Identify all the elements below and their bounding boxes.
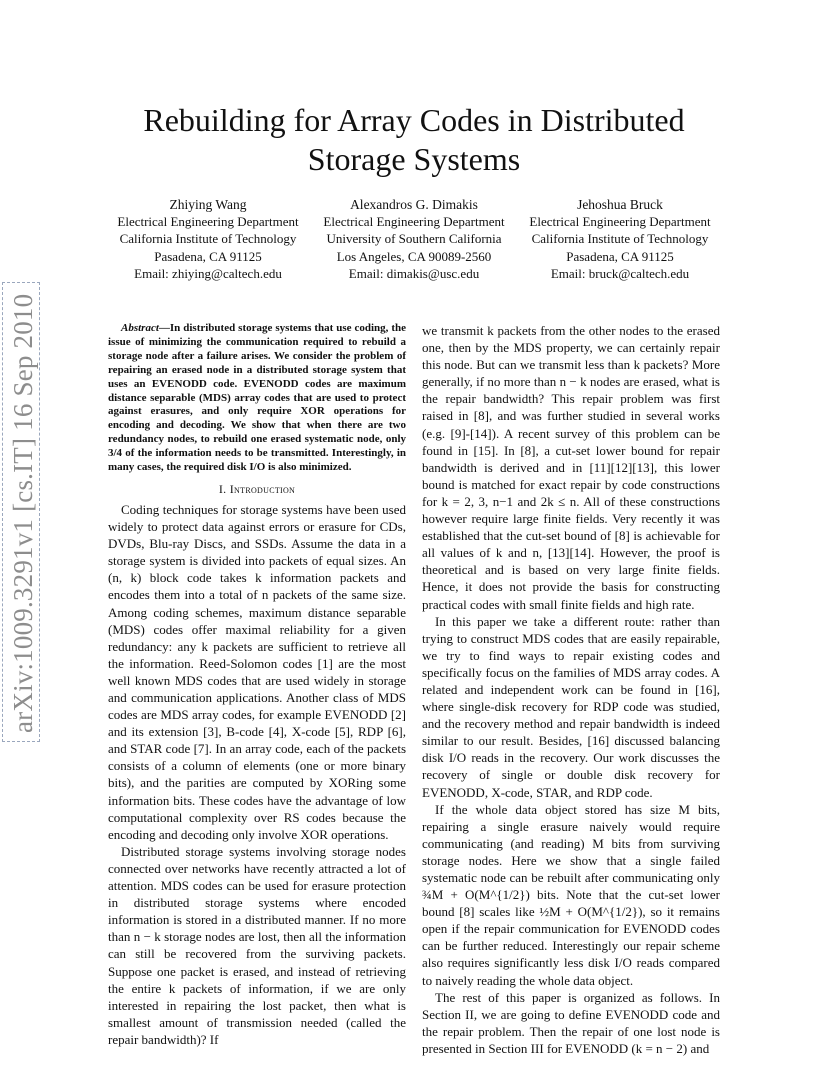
right-paragraph-2: In this paper we take a different route: rather than trying to construct MDS codes that are easily repairable, we try to find ways to repair existing codes and specifically focus on the families of MDS array codes. A related and independent work can be found in [16], where single-disk recovery for RDP code was studied, and the recovery method and repair bandwidth is indeed similar to our result. Besides, [16] discussed balancing disk I/O reads in the recovery. Our work discusses the recovery of single or double disk recovery for EVENODD, X-code, STAR, and RDP code.: [422, 613, 720, 800]
author-block-1: [110, 196, 306, 282]
right-paragraph-1: we transmit k packets from the other nodes to the erased one, then by the MDS property, we can certainly repair this node. But can we transmit less than k packets? More generally, if no more than n − k nodes are erased, what is the repair bandwidth? This repair problem was first raised in [8], and was further studied in several works (e.g. [9]-[14]). A recent survey of this problem can be found in [15]. In [8], a cut-set lower bound for repair bandwidth is derived and in [11][12][13], this lower bound is matched for exact repair by code constructions for k = 2, 3, n−1 and 2k ≤ n. All of these constructions however require large finite fields. Very recently it was established that the cut-set bound of [8] is achievable for all values of k and n, [13][14]. However, the proof is theoretical and is based on very large finite fields. Hence, it does not provide the basis for constructing practical codes with small finite fields and high rate.: [422, 323, 720, 612]
right-paragraph-3: If the whole data object stored has size M bits, repairing a single erasure naively would require communicating (and reading) M bits from surviving storage nodes. Here we show that a single failed systematic node can be rebuilt after communicating only ¾M + O(M^{1/2}) bits. Note that the cut-set lower bound [8] scales like ½M + O(M^{1/2}), so it remains open if the repair communication for EVENODD codes can be further reduced. Interestingly our repair scheme also requires significantly less disk I/O reads compared to naively reading the whole data object.: [422, 801, 720, 988]
left-paragraph-1: Coding techniques for storage systems have been used widely to protect data against errors or erasure for CDs, DVDs, Blu-ray Discs, and SSDs. Assume the data in a storage system is divided into packets of equal sizes. An (n, k) block code takes k information packets and encodes them into a total of n packets of the same size. Among coding schemes, maximum distance separable (MDS) codes offer maximal reliability for a given redundancy: any k packets are sufficient to retrieve all the information. Reed-Solomon codes [1] are the most well known MDS codes that are used widely in storage and communication applications. Another class of MDS codes are MDS array codes, for example EVENODD [2] and its extension [3], B-code [4], X-code [5], RDP [6], and STAR code [7]. In an array code, each of the packets consists of a column of elements (one or more binary bits), and the parities are computed by XORing some information bits. These codes have the advantage of low computational complexity over RS codes because the encoding and decoding only involve XOR operations.: [108, 501, 406, 842]
author-inst: California Institute of Technology: [119, 231, 297, 247]
author-email: Email: zhiying@caltech.edu: [134, 265, 282, 281]
arxiv-stamp[interactable]: arXiv:1009.3291v1 [cs.IT] 16 Sep 2010: [8, 293, 38, 733]
author-block-3: [522, 196, 718, 282]
right-paragraph-4: The rest of this paper is organized as follows. In Section II, we are going to define EVENODD code and the repair problem. Then the repair of one lost node is presented in Section III for EVENODD (k = n − 2) and: [422, 989, 720, 1056]
section-title: Introduction: [229, 481, 296, 496]
section-heading: [108, 482, 406, 497]
section-number: I.: [218, 481, 227, 496]
title-line-2: Storage Systems: [307, 141, 521, 177]
author-dept: Electrical Engineering Department: [323, 214, 505, 230]
abstract-text: —In distributed storage systems that use coding, the issue of minimizing the communication required to rebuild a storage node after a failure arises. We consider the problem of repairing an erased node in a distributed storage system that uses an EVENODD code. EVENODD codes are maximum distance separable (MDS) array codes that are used to protect against erasures, and only require XOR operations for encoding and decoding. We show that when there are two redundancy nodes, to rebuild one erased systematic node, only 3/4 of the information needs to be transmitted. Interestingly, in many cases, the required disk I/O is also minimized.: [108, 322, 406, 474]
title-line-1: Rebuilding for Array Codes in Distributed: [143, 102, 685, 138]
author-city: Pasadena, CA 91125: [566, 248, 674, 264]
author-name: Alexandros G. Dimakis: [350, 197, 478, 212]
author-inst: California Institute of Technology: [531, 231, 709, 247]
left-column: [108, 322, 406, 1048]
author-email: Email: bruck@caltech.edu: [550, 265, 690, 281]
abstract-label: Abstract: [121, 322, 159, 334]
author-block-2: [316, 196, 512, 282]
author-inst: University of Southern California: [326, 231, 502, 247]
author-dept: Electrical Engineering Department: [117, 214, 299, 230]
author-name: Zhiying Wang: [169, 197, 247, 212]
left-paragraph-2: Distributed storage systems involving storage nodes connected over networks have recently attracted a lot of attention. MDS codes can be used for erasure protection in distributed storage systems where encoded information is stored in a distributed manner. If no more than n − k storage nodes are lost, then all the information can still be recovered from the surviving packets. Suppose one packet is erased, and instead of retrieving the entire k packets of information, if we are only interested in repairing the lost packet, then what is smallest amount of transmission needed (called the repair bandwidth)? If: [108, 843, 406, 1047]
paper-title: [100, 101, 728, 179]
author-dept: Electrical Engineering Department: [529, 214, 711, 230]
abstract: [108, 322, 406, 475]
right-column: [422, 322, 720, 1057]
author-city: Pasadena, CA 91125: [154, 248, 262, 264]
author-name: Jehoshua Bruck: [577, 197, 663, 212]
author-city: Los Angeles, CA 90089-2560: [336, 248, 492, 264]
author-email: Email: dimakis@usc.edu: [348, 265, 480, 281]
